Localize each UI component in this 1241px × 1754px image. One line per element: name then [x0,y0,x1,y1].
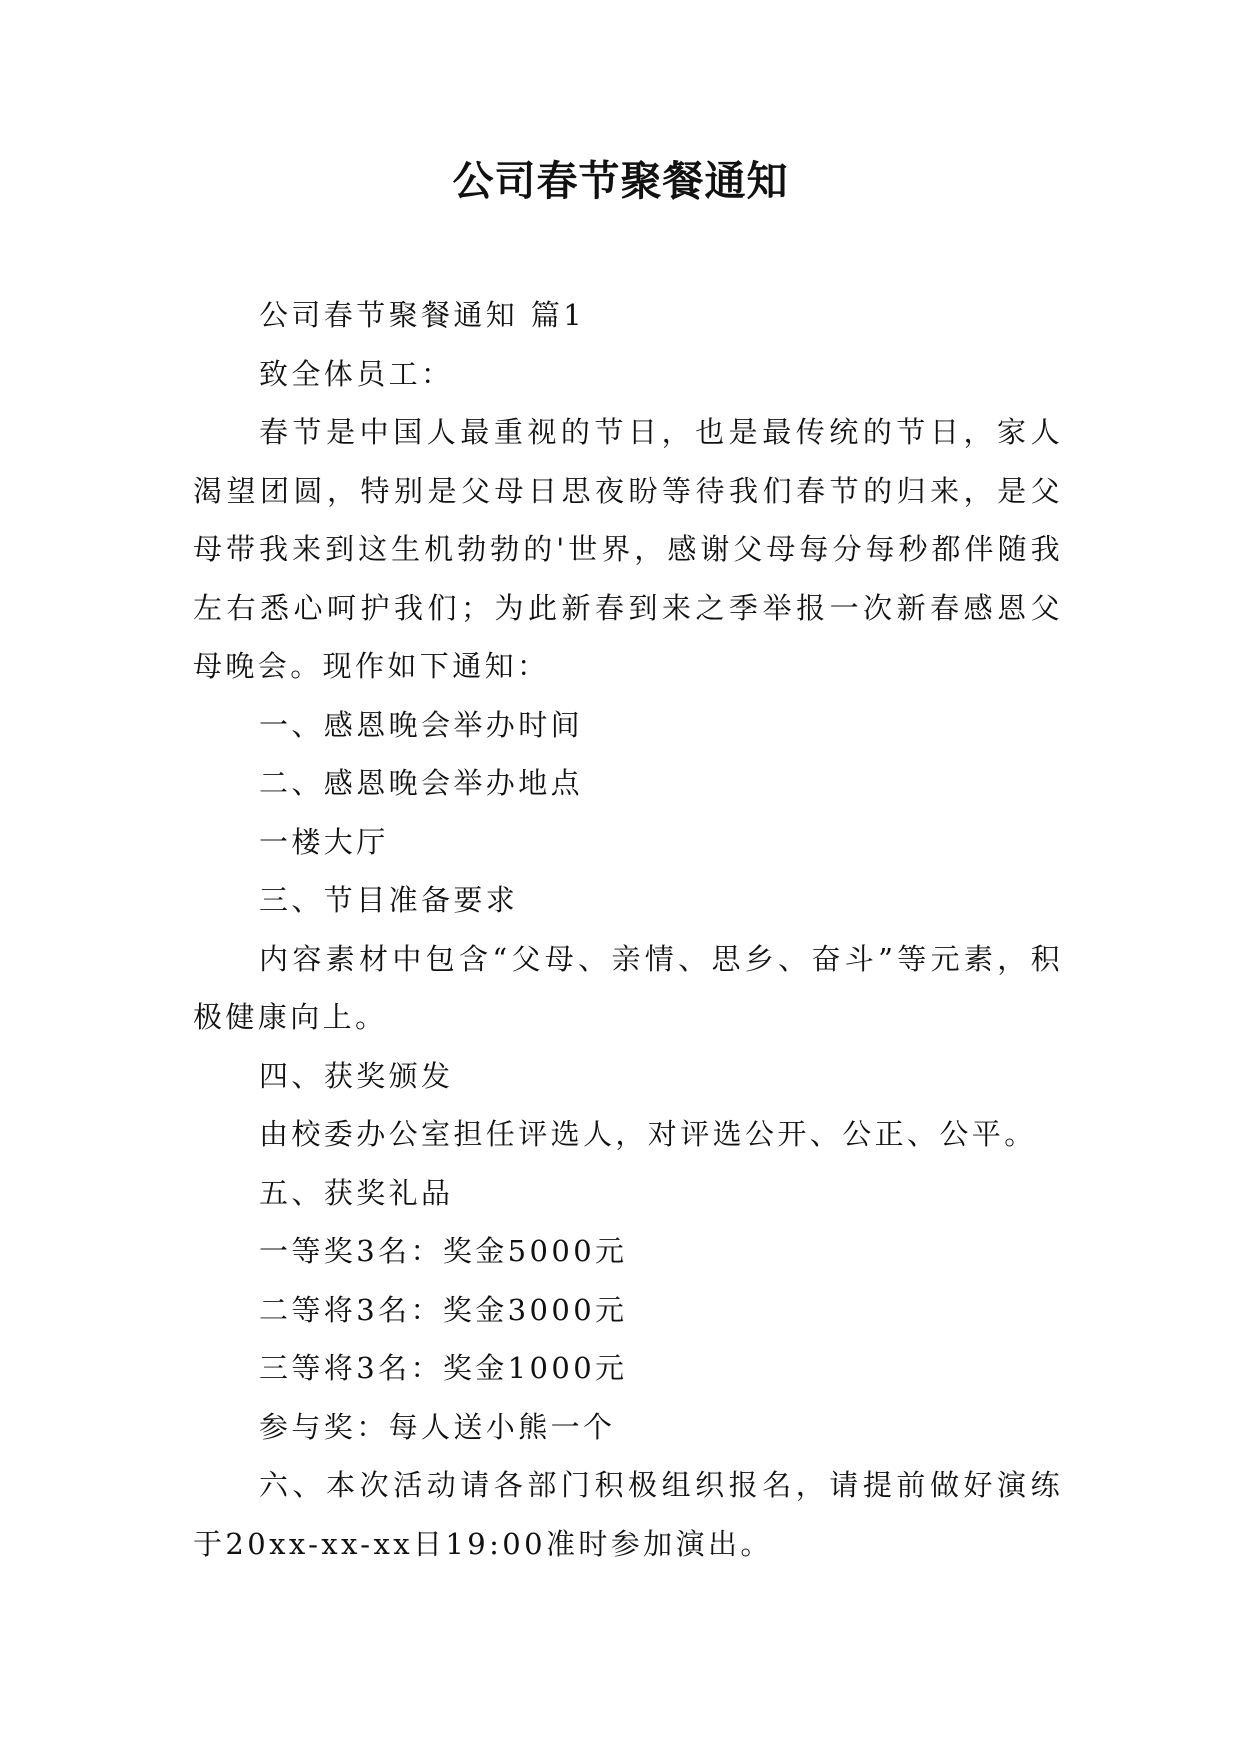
section-time-heading: 一、感恩晚会举办时间 [259,707,584,742]
section-prizes-heading: 五、获奖礼品 [259,1175,454,1210]
prize-participation: 参与奖：每人送小熊一个 [259,1409,616,1444]
section-awards-heading: 四、获奖颁发 [259,1058,454,1093]
intro-paragraph: 春节是中国人最重视的节日，也是最传统的节日，家人渴望团圆，特别是父母日思夜盼等待我们春节的归来，是父母带我来到这生机勃勃的'世界，感谢父母每分每秒都伴随我左右悉心呵护我们；为此新春到来之季举报一次新春感恩父母晚会。现作如下通知： [193,415,1063,683]
salutation: 致全体员工： [259,356,454,391]
heading-article: 公司春节聚餐通知 篇1 [259,298,586,332]
section-registration-text: 六、本次活动请各部门积极组织报名，请提前做好演练于20xx-xx-xx日19:00准时参加演出。 [193,1468,1063,1561]
section-requirements-heading: 三、节目准备要求 [259,883,519,917]
prize-second: 二等将3名：奖金3000元 [259,1292,628,1327]
location-text: 一楼大厅 [259,824,389,859]
prize-first: 一等奖3名：奖金5000元 [259,1234,628,1268]
document-body [193,286,1063,1573]
awards-text: 由校委办公室担任评选人，对评选公开、公正、公平。 [259,1117,1037,1151]
document-title: 公司春节聚餐通知 [452,157,789,205]
requirements-text: 内容素材中包含“父母、亲情、思乡、奋斗”等元素，积极健康向上。 [193,941,1063,1034]
prize-third: 三等将3名：奖金1000元 [259,1351,628,1385]
section-location-heading: 二、感恩晚会举办地点 [259,766,584,800]
